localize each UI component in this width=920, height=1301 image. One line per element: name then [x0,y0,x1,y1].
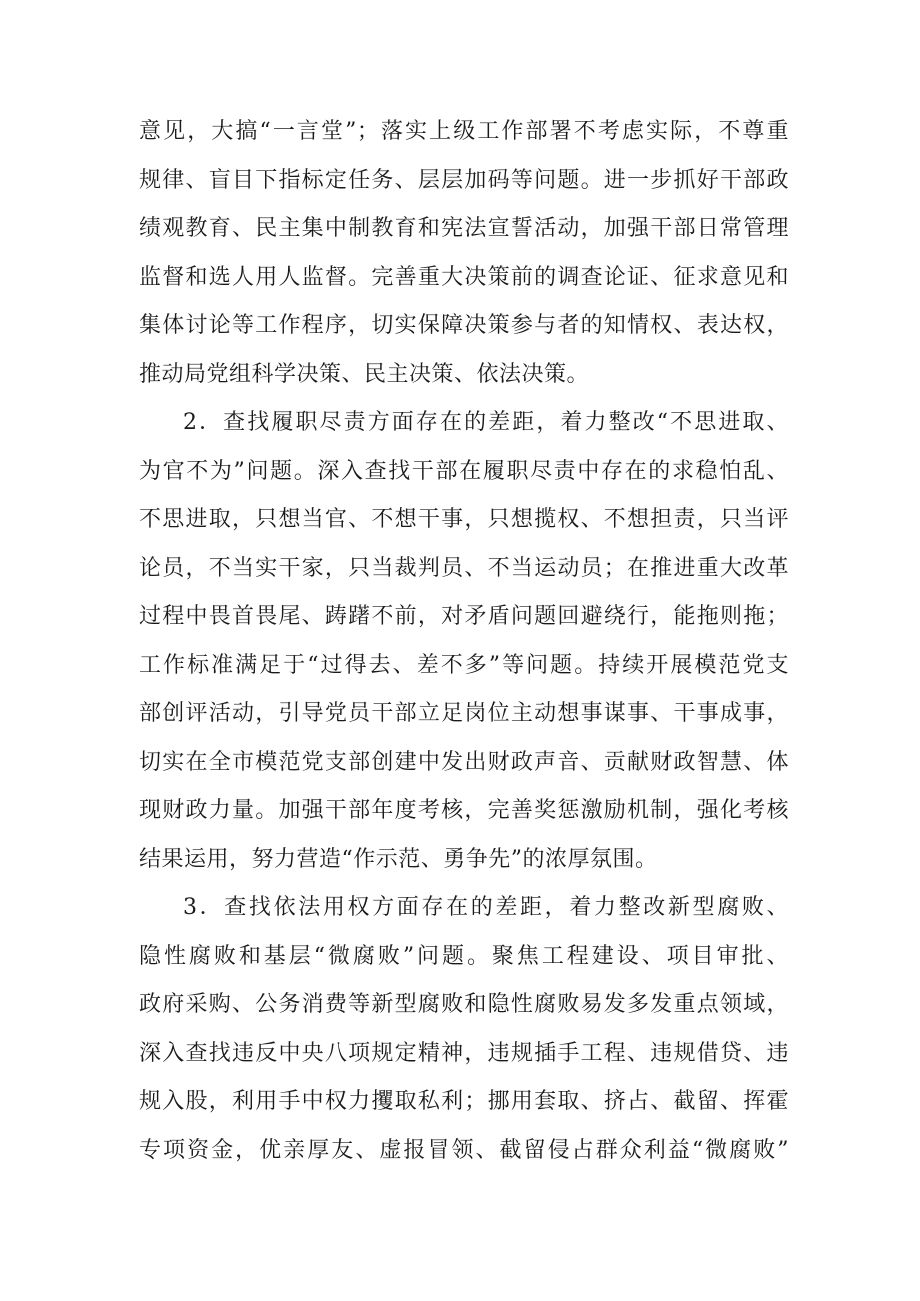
text-line: 现财政力量。加强干部年度考核，完善奖惩激励机制，强化考核 [139,798,789,823]
text-line: 部创评活动，引导党员干部立足岗位主动想事谋事、干事成事， [139,701,789,726]
text-line: 隐性腐败和基层“微腐败”问题。聚焦工程建设、项目审批、 [139,943,789,969]
text-line: 不思进取，只想当官、不想干事，只想揽权、不想担责，只当评 [139,507,789,532]
text-line: 政府采购、公务消费等新型腐败和隐性腐败易发多发重点领域， [139,992,789,1017]
text-line: 工作标准满足于“过得去、差不多”等问题。持续开展模范党支 [139,652,789,678]
section-heading-line: 2．查找履职尽责方面存在的差距，着力整改“不思进取、 [183,410,789,435]
text-line: 推动局党组科学决策、民主决策、依法决策。 [139,361,590,387]
text-line: 规律、盲目下指标定任务、层层加码等问题。进一步抓好干部政 [139,167,789,193]
text-line: 意见，大搞“一言堂”；落实上级工作部署不考虑实际，不尊重 [139,119,789,144]
text-line: 专项资金，优亲厚友、虚报冒领、截留侵占群众利益“微腐败” [139,1137,789,1163]
document-body [139,108,789,1175]
text-line: 过程中畏首畏尾、踌躇不前，对矛盾问题回避绕行，能拖则拖； [139,604,789,629]
text-line: 结果运用，努力营造“作示范、勇争先”的浓厚氛围。 [139,846,658,872]
text-line: 为官不为”问题。深入查找干部在履职尽责中存在的求稳怕乱、 [139,458,789,484]
text-line: 切实在全市模范党支部创建中发出财政声音、贡献财政智慧、体 [139,749,789,775]
text-line: 规入股，利用手中权力攫取私利；挪用套取、挤占、截留、挥霍 [139,1089,789,1114]
text-line: 论员，不当实干家，只当裁判员、不当运动员；在推进重大改革 [139,555,789,581]
text-line: 监督和选人用人监督。完善重大决策前的调查论证、征求意见和 [139,264,789,290]
section-heading-line: 3．查找依法用权方面存在的差距，着力整改新型腐败、 [183,895,789,920]
text-line: 绩观教育、民主集中制教育和宪法宣誓活动，加强干部日常管理 [139,216,789,241]
text-line: 深入查找违反中央八项规定精神，违规插手工程、违规借贷、违 [139,1040,789,1066]
text-line: 集体讨论等工作程序，切实保障决策参与者的知情权、表达权， [139,313,789,338]
